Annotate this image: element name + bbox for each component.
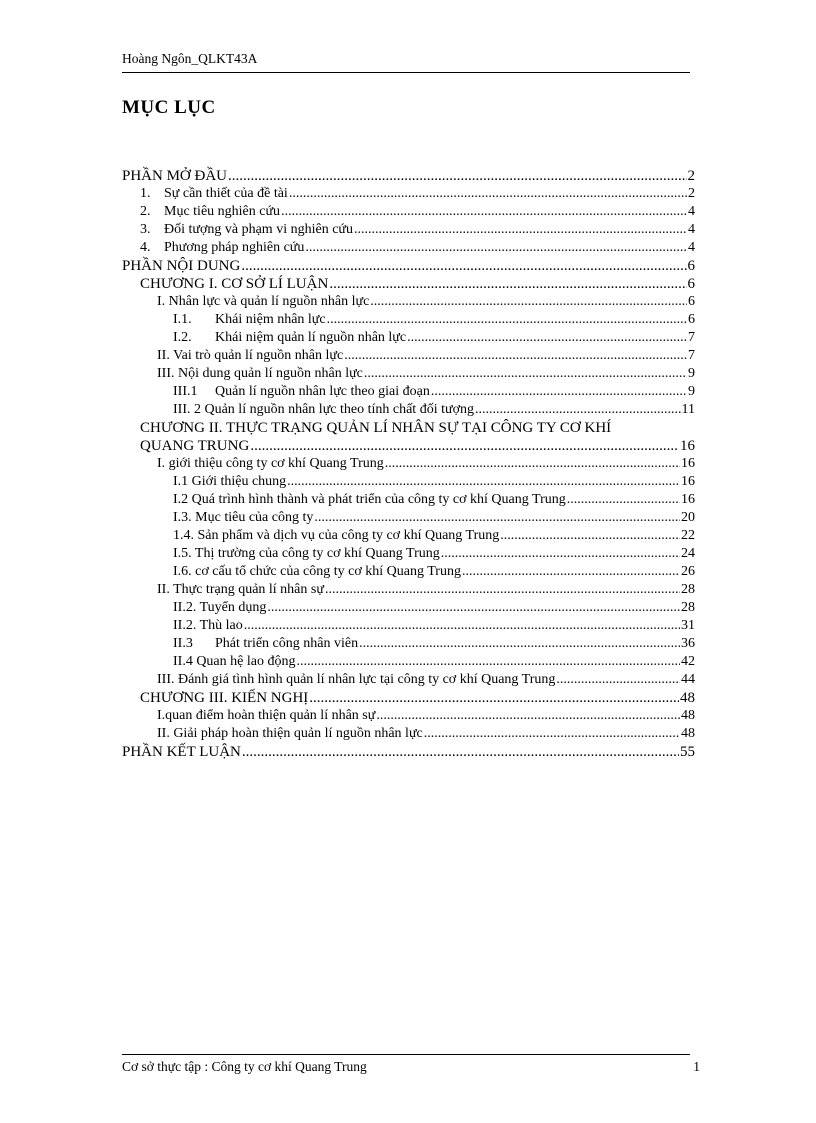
- toc-entry-number: I.1.: [173, 312, 192, 327]
- toc-entry-page: 2: [688, 186, 695, 201]
- toc-leader-dots: [267, 599, 680, 617]
- toc-entry-page: 55: [680, 744, 695, 760]
- toc-entry-page: 6: [688, 294, 695, 309]
- toc-leader-dots: [296, 653, 680, 671]
- toc-entry[interactable]: [122, 527, 695, 545]
- toc-entry-page: 7: [688, 348, 695, 363]
- toc-entry-title: II. Thực trạng quản lí nhân sự: [157, 582, 324, 597]
- toc-leader-dots: [431, 383, 687, 401]
- toc-entry-page: 16: [681, 474, 695, 489]
- toc-entry-page: 2: [687, 168, 695, 184]
- toc-entry-page: 26: [681, 564, 695, 579]
- toc-entry[interactable]: [122, 347, 695, 365]
- toc-leader-dots: [325, 581, 680, 599]
- toc-entry-title: QUANG TRUNG: [140, 438, 250, 454]
- toc-entry-title: Sự cần thiết của đề tài: [164, 186, 288, 201]
- toc-entry-page: 22: [681, 528, 695, 543]
- toc-leader-dots: [364, 365, 687, 383]
- toc-entry-page: 42: [681, 654, 695, 669]
- toc-entry-title: III. Nội dung quản lí nguồn nhân lực: [157, 366, 363, 381]
- toc-leader-dots: [567, 491, 680, 509]
- toc-entry-page: 9: [688, 366, 695, 381]
- toc-entry-page: 20: [681, 510, 695, 525]
- toc-entry[interactable]: [122, 437, 695, 455]
- toc-entry[interactable]: [122, 725, 695, 743]
- table-of-contents: [122, 167, 695, 761]
- toc-entry-title: II.2. Tuyển dụng: [173, 600, 267, 615]
- toc-entry-number: III.1: [173, 384, 198, 399]
- page-number: 1: [693, 1059, 700, 1074]
- toc-leader-dots: [376, 707, 680, 725]
- toc-leader-dots: [289, 185, 687, 203]
- toc-entry-title: I. giới thiệu công ty cơ khí Quang Trung: [157, 456, 384, 471]
- toc-entry[interactable]: [122, 239, 695, 257]
- toc-entry-number: II.3: [173, 636, 193, 651]
- toc-leader-dots: [359, 635, 680, 653]
- toc-entry[interactable]: [122, 545, 695, 563]
- toc-entry[interactable]: [122, 167, 695, 185]
- page-header: Hoàng Ngôn_QLKT43A: [122, 51, 258, 66]
- toc-entry-page: 48: [681, 726, 695, 741]
- toc-entry[interactable]: [122, 635, 695, 653]
- toc-entry-number: I.: [157, 708, 166, 723]
- toc-leader-dots: [244, 617, 680, 635]
- toc-entry-title: CHƯƠNG III. KIẾN NGHỊ: [140, 690, 309, 706]
- toc-entry-title: I.3. Mục tiêu của công ty: [173, 510, 314, 525]
- toc-entry[interactable]: [122, 383, 695, 401]
- toc-entry-page: 9: [688, 384, 695, 399]
- toc-leader-dots: [241, 257, 686, 275]
- toc-entry[interactable]: [122, 275, 695, 293]
- toc-entry[interactable]: [122, 707, 695, 725]
- toc-entry-title: II. Giải pháp hoàn thiện quản lí nguồn nhân lực: [157, 726, 423, 741]
- toc-entry-title: Khái niệm quản lí nguồn nhân lực: [215, 330, 407, 345]
- toc-entry-page: 31: [681, 618, 695, 633]
- toc-entry-page: 4: [688, 222, 695, 237]
- toc-entry[interactable]: [122, 293, 695, 311]
- toc-entry-page: 44: [681, 672, 695, 687]
- toc-entry-title: PHẦN MỞ ĐẦU: [122, 168, 228, 184]
- toc-entry-title: III. Đánh giá tình hình quản lí nhân lực tại công ty cơ khí Quang Trung: [157, 672, 556, 687]
- toc-entry[interactable]: [122, 311, 695, 329]
- toc-leader-dots: [314, 509, 680, 527]
- toc-entry-page: 24: [681, 546, 695, 561]
- toc-entry[interactable]: [122, 401, 695, 419]
- toc-entry-page: 4: [688, 204, 695, 219]
- toc-entry[interactable]: [122, 455, 695, 473]
- toc-entry-number: 3.: [140, 222, 151, 237]
- toc-entry-title: PHẦN NỘI DUNG: [122, 258, 241, 274]
- toc-entry-page: 28: [681, 582, 695, 597]
- toc-entry-title: Khái niệm nhân lực: [215, 312, 326, 327]
- toc-entry-title: II. Vai trò quản lí nguồn nhân lực: [157, 348, 344, 363]
- toc-entry-title: I.1 Giới thiệu chung: [173, 474, 287, 489]
- toc-entry-title: III. 2 Quản lí nguồn nhân lực theo tính chất đối tượng: [173, 402, 474, 417]
- toc-entry[interactable]: [122, 581, 695, 599]
- toc-entry[interactable]: [122, 617, 695, 635]
- toc-entry[interactable]: [122, 203, 695, 221]
- toc-leader-dots: [441, 545, 680, 563]
- toc-entry-title: CHƯƠNG II. THỰC TRẠNG QUẢN LÍ NHÂN SỰ TẠI CÔNG TY CƠ KHÍ: [140, 420, 612, 436]
- toc-entry-title: I.2 Quá trình hình thành và phát triển của công ty cơ khí Quang Trung: [173, 492, 566, 507]
- toc-entry[interactable]: [122, 473, 695, 491]
- toc-entry[interactable]: [122, 689, 695, 707]
- page-title: MỤC LỤC: [122, 97, 216, 118]
- toc-entry-title: Đối tượng và phạm vi nghiên cứu: [164, 222, 353, 237]
- toc-leader-dots: [329, 275, 686, 293]
- toc-leader-dots: [424, 725, 680, 743]
- toc-leader-dots: [407, 329, 687, 347]
- toc-entry-page: 16: [681, 492, 695, 507]
- toc-entry-title: I. Nhân lực và quản lí nguồn nhân lực: [157, 294, 370, 309]
- toc-entry-title: Mục tiêu nghiên cứu: [164, 204, 281, 219]
- toc-entry[interactable]: [122, 671, 695, 689]
- toc-entry-page: 48: [681, 708, 695, 723]
- toc-leader-dots: [370, 293, 687, 311]
- toc-entry[interactable]: [122, 365, 695, 383]
- toc-entry[interactable]: [122, 185, 695, 203]
- toc-entry[interactable]: [122, 221, 695, 239]
- toc-entry-title: Phương pháp nghiên cứu: [164, 240, 305, 255]
- toc-entry-title: I.6. cơ cấu tổ chức của công ty cơ khí Quang Trung: [173, 564, 461, 579]
- toc-entry-title: 1.4. Sản phẩm và dịch vụ của công ty cơ khí Quang Trung: [173, 528, 500, 543]
- toc-entry-page: 6: [688, 312, 695, 327]
- toc-entry-number: 2.: [140, 204, 151, 219]
- toc-entry-title: I.5. Thị trường của công ty cơ khí Quang Trung: [173, 546, 440, 561]
- toc-entry-page: 11: [681, 402, 695, 417]
- toc-leader-dots: [354, 221, 687, 239]
- toc-entry-number: I.2.: [173, 330, 192, 345]
- toc-entry[interactable]: [122, 491, 695, 509]
- toc-entry[interactable]: [122, 599, 695, 617]
- toc-leader-dots: [281, 203, 687, 221]
- toc-entry[interactable]: [122, 257, 695, 275]
- toc-entry-title: II.4 Quan hệ lao động: [173, 654, 296, 669]
- toc-entry[interactable]: [122, 653, 695, 671]
- toc-entry[interactable]: [122, 743, 695, 761]
- toc-entry[interactable]: [122, 563, 695, 581]
- toc-entry[interactable]: [122, 509, 695, 527]
- toc-leader-dots: [305, 239, 687, 257]
- toc-entry-page: 6: [687, 276, 695, 292]
- toc-entry-page: 28: [681, 600, 695, 615]
- toc-entry-page: 36: [681, 636, 695, 651]
- toc-entry-number: 1.: [140, 186, 151, 201]
- toc-entry-title: quan điểm hoàn thiện quản lí nhân sự: [165, 708, 376, 723]
- toc-entry-page: 16: [681, 456, 695, 471]
- toc-leader-dots: [475, 401, 681, 419]
- toc-entry-page: 7: [688, 330, 695, 345]
- toc-entry-page: 16: [680, 438, 695, 454]
- toc-leader-dots: [228, 167, 686, 185]
- toc-entry-page: 48: [680, 690, 695, 706]
- toc-leader-dots: [462, 563, 680, 581]
- toc-entry-title: PHẦN KẾT LUẬN: [122, 744, 241, 760]
- toc-leader-dots: [242, 743, 679, 761]
- toc-entry[interactable]: [122, 329, 695, 347]
- toc-leader-dots: [556, 671, 680, 689]
- toc-leader-dots: [287, 473, 680, 491]
- toc-leader-dots: [344, 347, 687, 365]
- toc-leader-dots: [250, 437, 679, 455]
- toc-entry-title: II.2. Thù lao: [173, 618, 243, 633]
- toc-entry-title: Phát triển công nhân viên: [215, 636, 359, 651]
- toc-entry-title: Quản lí nguồn nhân lực theo giai đoạn: [215, 384, 430, 399]
- toc-leader-dots: [385, 455, 680, 473]
- footer-divider: [122, 1054, 690, 1055]
- toc-leader-dots: [327, 311, 687, 329]
- toc-entry-page: 4: [688, 240, 695, 255]
- footer-text: Cơ sở thực tập : Công ty cơ khí Quang Trung: [122, 1059, 367, 1074]
- toc-leader-dots: [309, 689, 679, 707]
- toc-entry[interactable]: [122, 419, 695, 437]
- header-divider: [122, 72, 690, 73]
- toc-leader-dots: [500, 527, 680, 545]
- page-footer: [122, 1058, 700, 1076]
- toc-entry-title: CHƯƠNG I. CƠ SỞ LÍ LUẬN: [140, 276, 329, 292]
- toc-entry-number: 4.: [140, 240, 151, 255]
- toc-entry-page: 6: [687, 258, 695, 274]
